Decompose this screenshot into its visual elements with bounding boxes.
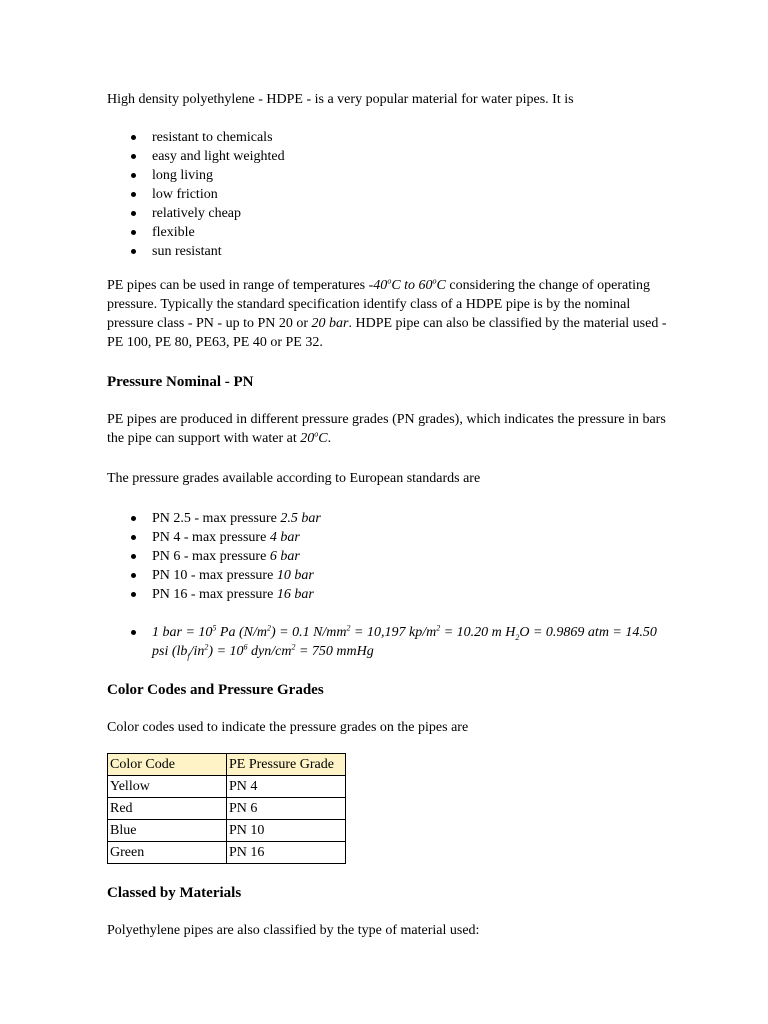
table-cell: PN 16 [227,842,346,864]
table-header-row [108,754,346,776]
list-item: long living [152,166,667,185]
table-cell: Red [108,798,227,820]
intro-paragraph: High density polyethylene - HDPE - is a very popular material for water pipes. It is [107,92,574,107]
table-cell: PN 10 [227,820,346,842]
properties-list [107,128,667,261]
list-item: sun resistant [152,242,667,261]
table-row [108,820,346,842]
temperature-paragraph: PE pipes can be used in range of temperatures -40$^o$C to 60$^o$C considering the change of operating pressure. Typically the standard specification identify class of a HDPE pipe is by the nominal pressure class - PN - up to PN 20 or 20 bar. HDPE pipe can also be classified by the material used - PE 100, PE 80, PE63, PE 40 or PE 32. [107,276,667,350]
list-item: resistant to chemicals [152,128,667,147]
list-item: PN 16 - max pressure 16 bar [152,585,667,604]
grades-list [107,509,667,604]
list-item: PN 10 - max pressure 10 bar [152,566,667,585]
table-header-cell: Color Code [108,754,227,776]
table-row [108,798,346,820]
heading-materials: Classed by Materials [107,885,242,901]
list-item: PN 6 - max pressure 6 bar [152,547,667,566]
table-cell: PN 4 [227,776,346,798]
materials-paragraph: Polyethylene pipes are also classified by the type of material used: [107,923,480,938]
pn-paragraph: PE pipes are produced in different pressure grades (PN grades), which indicates the pressure in bars the pipe can support with water at 20$^o$C. [107,412,666,446]
color-codes-paragraph: Color codes used to indicate the pressure grades on the pipes are [107,720,469,735]
list-item: relatively cheap [152,204,667,223]
heading-pressure-nominal: Pressure Nominal - PN [107,374,254,390]
table-cell: Green [108,842,227,864]
table-header-cell: PE Pressure Grade [227,754,346,776]
unit-conversion: 1 bar = $10^5$ Pa $(N/m^2) = 0.1$ $N/mm^2 = 10,197$ $kp/m^2 = 10.20$ m $H_2O = 0.9869$ atm = 14.50 psi $(lb_f/in^2) = 10^6$ dyn/$cm^2 = 750$ mmHg [152,623,667,661]
heading-color-codes: Color Codes and Pressure Grades [107,682,324,698]
table-row [108,842,346,864]
list-item: PN 2.5 - max pressure 2.5 bar [152,509,667,528]
table-cell: Yellow [108,776,227,798]
list-item: PN 4 - max pressure 4 bar [152,528,667,547]
table-row [108,776,346,798]
document-content [107,90,667,940]
table-cell: Blue [108,820,227,842]
list-item: easy and light weighted [152,147,667,166]
table-cell: PN 6 [227,798,346,820]
conversion-list [107,623,667,661]
color-code-table [107,753,346,864]
list-item: flexible [152,223,667,242]
grades-intro-paragraph: The pressure grades available according to European standards are [107,471,481,486]
list-item: low friction [152,185,667,204]
